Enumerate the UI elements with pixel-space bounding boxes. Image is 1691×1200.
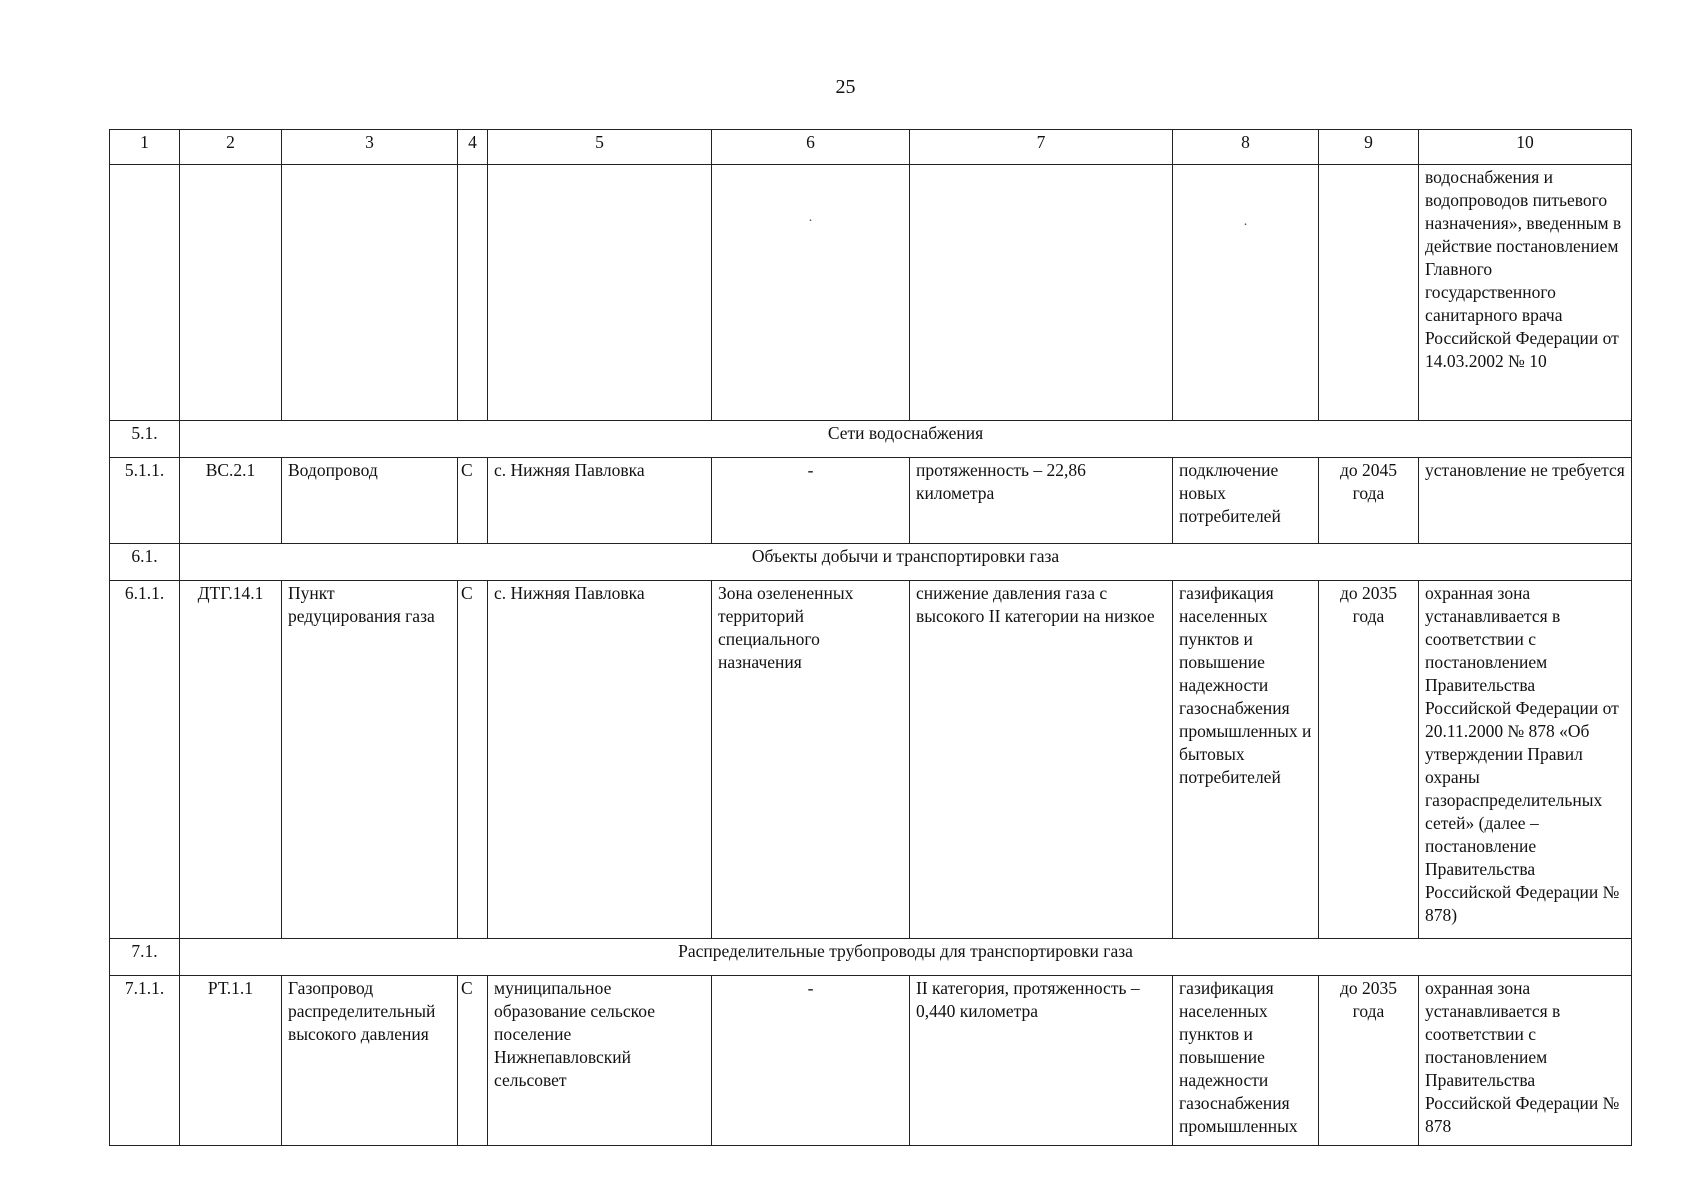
column-number-header: 9 (1319, 130, 1419, 165)
cell-location: с. Нижняя Павловка (488, 458, 712, 544)
cell-purpose: газификация населенных пунктов и повышение надежности газоснабжения промышленных (1173, 976, 1319, 1146)
stray-mark: . (808, 210, 813, 225)
cell-number: 6.1.1. (110, 581, 180, 939)
cell-characteristics: протяженность – 22,86 километра (910, 458, 1173, 544)
column-number-header-row (110, 130, 1632, 165)
table-row (110, 458, 1632, 544)
cell-characteristics: снижение давления газа с высокого II категории на низкое (910, 581, 1173, 939)
cell-protection-zone: охранная зона устанавливается в соответствии с постановлением Правительства Российской Федерации от 20.11.2000 № 878 «Об утверждении Правил охраны газораспределительных сетей» (далее – постановление Правительства Российской Федерации № 878) (1419, 581, 1632, 939)
cell-protection-zone: установление не требуется (1419, 458, 1632, 544)
cell-characteristics: II категория, протяженность – 0,440 километра (910, 976, 1173, 1146)
column-number-header: 3 (282, 130, 458, 165)
cell-zone: - (712, 976, 910, 1146)
cell-status: С (458, 458, 488, 544)
cell-object-name: Водопровод (282, 458, 458, 544)
section-row (110, 939, 1632, 976)
cell-location: муниципальное образование сельское поселение Нижнепавловский сельсовет (488, 976, 712, 1146)
column-number-header: 5 (488, 130, 712, 165)
cell-code: ВС.2.1 (180, 458, 282, 544)
column-number-header: 1 (110, 130, 180, 165)
cell-deadline: до 2035 года (1319, 976, 1419, 1146)
table-row (110, 976, 1632, 1146)
table-row (110, 581, 1632, 939)
cell-zone: Зона озелененных территорий специального назначения (712, 581, 910, 939)
column-number-header: 10 (1419, 130, 1632, 165)
column-number-header: 8 (1173, 130, 1319, 165)
column-number-header: 2 (180, 130, 282, 165)
section-number: 6.1. (110, 544, 180, 581)
cell-number: 5.1.1. (110, 458, 180, 544)
cell-location: с. Нижняя Павловка (488, 581, 712, 939)
cell-status: С (458, 976, 488, 1146)
section-number: 7.1. (110, 939, 180, 976)
column-number-header: 6 (712, 130, 910, 165)
cell-zone: - (712, 458, 910, 544)
section-number: 5.1. (110, 421, 180, 458)
cell-object-name: Газопровод распределительный высокого давления (282, 976, 458, 1146)
cell-object-name: Пункт редуцирования газа (282, 581, 458, 939)
cell-legal-basis: водоснабжения и водопроводов питьевого назначения», введенным в действие постановлением Главного государственного санитарного врача Российской Федерации от 14.03.2002 № 10 (1419, 165, 1632, 421)
cell-purpose: подключение новых потребителей (1173, 458, 1319, 544)
section-row (110, 421, 1632, 458)
section-row (110, 544, 1632, 581)
page-number: 25 (835, 76, 856, 98)
cell-number: 7.1.1. (110, 976, 180, 1146)
cell-deadline: до 2035 года (1319, 581, 1419, 939)
column-number-header: 4 (458, 130, 488, 165)
stray-mark: . (1243, 214, 1248, 229)
cell-purpose: газификация населенных пунктов и повышение надежности газоснабжения промышленных и бытовых потребителей (1173, 581, 1319, 939)
continuation-row (110, 165, 1632, 421)
section-title: Сети водоснабжения (180, 421, 1632, 458)
section-title: Объекты добычи и транспортировки газа (180, 544, 1632, 581)
column-number-header: 7 (910, 130, 1173, 165)
objects-table (109, 129, 1632, 1146)
cell-deadline: до 2045 года (1319, 458, 1419, 544)
cell-code: РТ.1.1 (180, 976, 282, 1146)
section-title: Распределительные трубопроводы для транспортировки газа (180, 939, 1632, 976)
cell-status: С (458, 581, 488, 939)
cell-protection-zone: охранная зона устанавливается в соответствии с постановлением Правительства Российской Федерации № 878 (1419, 976, 1632, 1146)
cell-code: ДТГ.14.1 (180, 581, 282, 939)
